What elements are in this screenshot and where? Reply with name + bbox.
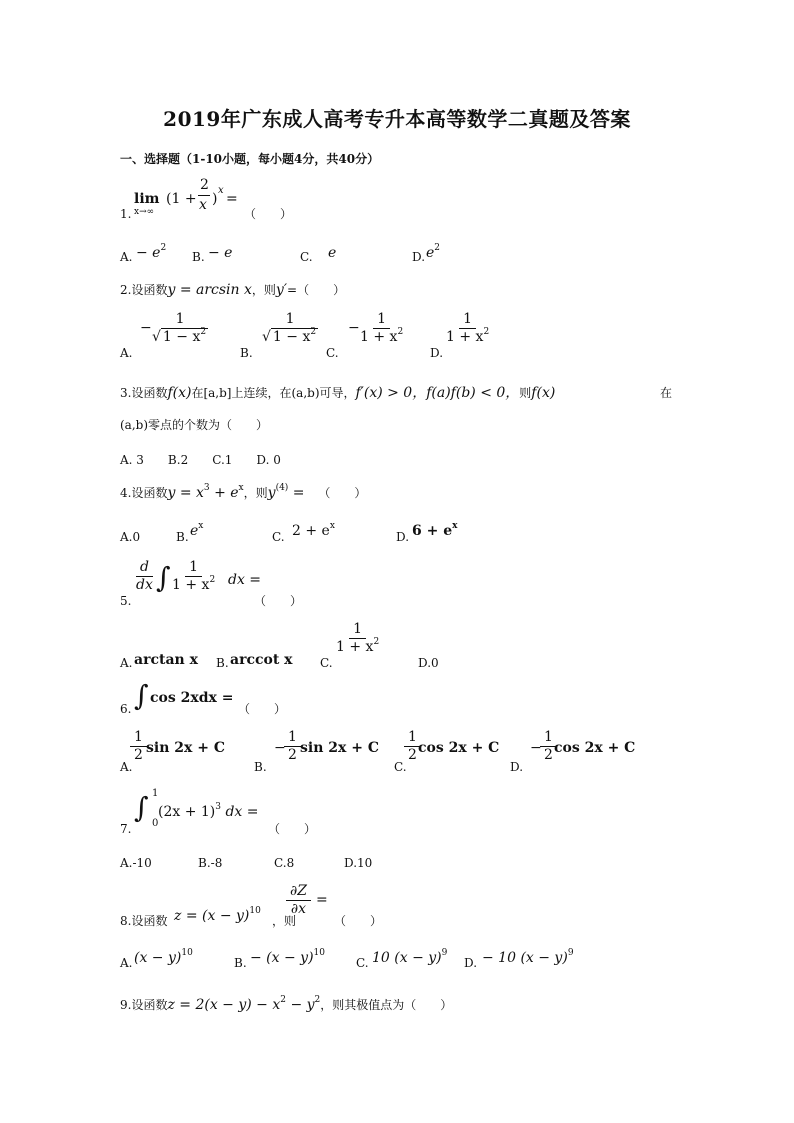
q6-option-d-minus: − [530, 740, 542, 756]
q6-integrand: cos 2xdx = [150, 690, 234, 706]
q6-option-a-frac: $\frac{1}{2}$ [130, 730, 147, 763]
q6-option-c-value: cos 2x + C [418, 740, 500, 756]
q6-number: 6. [120, 702, 132, 716]
q8-equals: = [316, 892, 328, 908]
q1-option-c: C. [300, 250, 313, 264]
q1-expr-left: (1 + [166, 191, 197, 207]
q4-function: $y = x^3 + e^x$ [167, 483, 244, 501]
q7-upper-limit: 1 [152, 788, 159, 799]
question-3 [120, 382, 680, 402]
q4-option-c: C. [272, 530, 285, 544]
q1-answer-blank: （ ） [244, 207, 293, 221]
q9-stem: 9.设函数 [120, 998, 168, 1012]
q5-tail: dx = [228, 572, 262, 588]
question-4 [120, 484, 366, 501]
q8-option-a-value: $(x - y)^{10}$ [134, 948, 193, 966]
q8-option-d-value: − 10 $(x - y)^9$ [482, 948, 574, 966]
q6-option-b-frac: $\frac{1}{2}$ [284, 730, 301, 763]
q3-stem-b: 在[a,b]上连续，在(a,b)可导， [191, 386, 356, 400]
q7-option-c: C.8 [274, 856, 295, 870]
q7-integral-sign: ∫ [134, 791, 149, 824]
q4-option-d-value: $6 + e^x$ [412, 521, 458, 539]
q1-lim-under: x→∞ [134, 207, 155, 217]
q7-option-b: B.-8 [198, 856, 223, 870]
q6-option-b: B. [254, 760, 267, 774]
q6-option-a: A. [120, 760, 133, 774]
question-5 [120, 560, 380, 610]
q2-derivative: y′ [275, 282, 288, 298]
q1-number: 1. [120, 207, 132, 221]
q1-option-c-value: e [328, 245, 337, 261]
q3-condition-product: f(a)f(b) < 0， [426, 385, 520, 401]
q1-option-d-value: $e^2$ [426, 243, 441, 261]
q1-equals: = [226, 191, 238, 207]
question-6 [120, 680, 380, 720]
q9-function: $z = 2(x - y) - x^2 - y^2$ [167, 995, 321, 1013]
q1-lim: lim [134, 191, 160, 207]
q6-option-b-minus: − [274, 740, 286, 756]
q7-option-a: A.-10 [120, 856, 152, 870]
q8-option-d: D. [464, 956, 478, 970]
q8-option-b-value: − $(x - y)^{10}$ [250, 948, 325, 966]
q5-answer-blank: （ ） [254, 594, 303, 608]
q4-fourth-derivative: $y^{(4)}$ = [267, 483, 305, 501]
q3-stem-c: 则 [519, 386, 532, 400]
q8-function: $z = (x - y)^{10}$ [174, 906, 261, 924]
q6-integral-sign: ∫ [134, 679, 149, 712]
q7-answer-blank: （ ） [268, 822, 317, 836]
q5-option-a: A. [120, 656, 133, 670]
q1-expr-right: ) [212, 191, 218, 207]
q6-option-b-value: sin 2x + C [300, 740, 379, 756]
q2-option-b: B. [240, 346, 253, 360]
q3-function: f(x) [167, 385, 192, 401]
q2-option-c-minus: − [348, 320, 360, 336]
q4-option-b: B. [176, 530, 189, 544]
q4-option-a: A.0 [120, 530, 141, 544]
q6-option-d: D. [510, 760, 524, 774]
q4-stem: 4.设函数 [120, 486, 168, 500]
q4-option-d: D. [396, 530, 410, 544]
q6-answer-blank: （ ） [238, 702, 287, 716]
q5-option-c-value: $\frac{1}{1 + x^2}$ [336, 621, 380, 655]
q3-condition-derivative: f′(x) > 0， [355, 385, 427, 401]
q6-option-c-frac: $\frac{1}{2}$ [404, 730, 421, 763]
q2-stem: 2.设函数 [120, 283, 168, 297]
q5-option-d: D.0 [418, 656, 439, 670]
q8-option-a: A. [120, 956, 133, 970]
q1-frac-den: x [199, 197, 207, 213]
q3-function-2: f(x) [531, 385, 556, 401]
q5-number: 5. [120, 594, 132, 608]
q2-stem-c: =（ ） [287, 283, 346, 297]
question-8 [120, 884, 460, 930]
q2-option-a-value: $\frac{1}{√ 1 - x^2}$ [152, 311, 207, 345]
q8-option-c-value: 10 $(x - y)^9$ [372, 948, 448, 966]
q3-stem: 3.设函数 [120, 386, 168, 400]
q1-option-b-value: − e [208, 245, 233, 261]
q2-option-c: C. [326, 346, 339, 360]
q6-options [120, 730, 640, 776]
q8-stem-b: ，则 [272, 914, 297, 928]
page-title: 2019年广东成人高考专升本高等数学二真题及答案 [163, 107, 631, 131]
q5-option-b-value: arccot x [230, 652, 293, 668]
q1-option-d: D. [412, 250, 426, 264]
q2-option-b-value: $\frac{1}{√ 1 - x^2}$ [262, 311, 317, 345]
q6-option-c: C. [394, 760, 407, 774]
q2-option-a-minus: − [140, 320, 152, 336]
q8-answer-blank: （ ） [334, 914, 383, 928]
q4-answer-blank: （ ） [318, 486, 367, 500]
q2-option-d: D. [430, 346, 444, 360]
q5-option-b: B. [216, 656, 229, 670]
q1-option-a-value: − $e^2$ [136, 243, 167, 261]
q2-options [120, 312, 520, 362]
q9-stem-b: ，则其极值点为（ ） [320, 998, 453, 1012]
q8-option-c: C. [356, 956, 369, 970]
q5-options [120, 622, 480, 672]
q5-option-a-value: arctan x [134, 652, 198, 668]
question-9 [120, 996, 452, 1013]
q7-number: 7. [120, 822, 132, 836]
q7-integrand: $(2x + 1)^3$ dx = [158, 802, 259, 820]
q2-function: y = arcsin x [167, 282, 252, 298]
q4-option-b-value: $e^x$ [190, 521, 204, 539]
q1-frac-num: 2 [200, 177, 209, 193]
q2-stem-b: ，则 [251, 283, 276, 297]
q6-option-a-value: sin 2x + C [146, 740, 225, 756]
q2-option-a: A. [120, 346, 133, 360]
q5-integral-sign: ∫ [156, 561, 171, 594]
q5-integrand: $\frac{1}{1 + x^2}$ [172, 559, 216, 593]
question-2 [120, 281, 345, 298]
q6-option-d-value: cos 2x + C [554, 740, 636, 756]
section-heading: 一、选择题（1-10小题，每小题4分，共40分） [120, 152, 380, 166]
q1-option-a: A. [120, 250, 133, 264]
q2-option-d-value: $\frac{1}{1 + x^2}$ [446, 311, 490, 345]
question-7 [120, 788, 440, 838]
q1-frac-bar [198, 195, 210, 196]
q4-option-c-value: $2 + e^x$ [292, 521, 335, 539]
q3-options: A. 3 B.2 C.1 D. 0 [120, 453, 281, 467]
q6-option-d-frac: $\frac{1}{2}$ [540, 730, 557, 763]
q2-option-c-value: $\frac{1}{1 + x^2}$ [360, 311, 404, 345]
q8-option-b: B. [234, 956, 247, 970]
q8-stem: 8.设函数 [120, 914, 168, 928]
q5-derivative-operator: $\frac{d}{dx}$ [136, 559, 153, 593]
q7-option-d: D.10 [344, 856, 373, 870]
q5-option-c: C. [320, 656, 333, 670]
q4-stem-b: ，则 [243, 486, 268, 500]
q1-exponent: x [218, 185, 224, 196]
q7-lower-limit: 0 [152, 818, 159, 829]
q3-line2: (a,b)零点的个数为（ ） [120, 418, 269, 432]
q1-option-b: B. [192, 250, 205, 264]
q8-partial: $\frac{\partial Z}{\partial x}$ [286, 884, 311, 917]
q3-stem-d: 在 [660, 386, 673, 400]
